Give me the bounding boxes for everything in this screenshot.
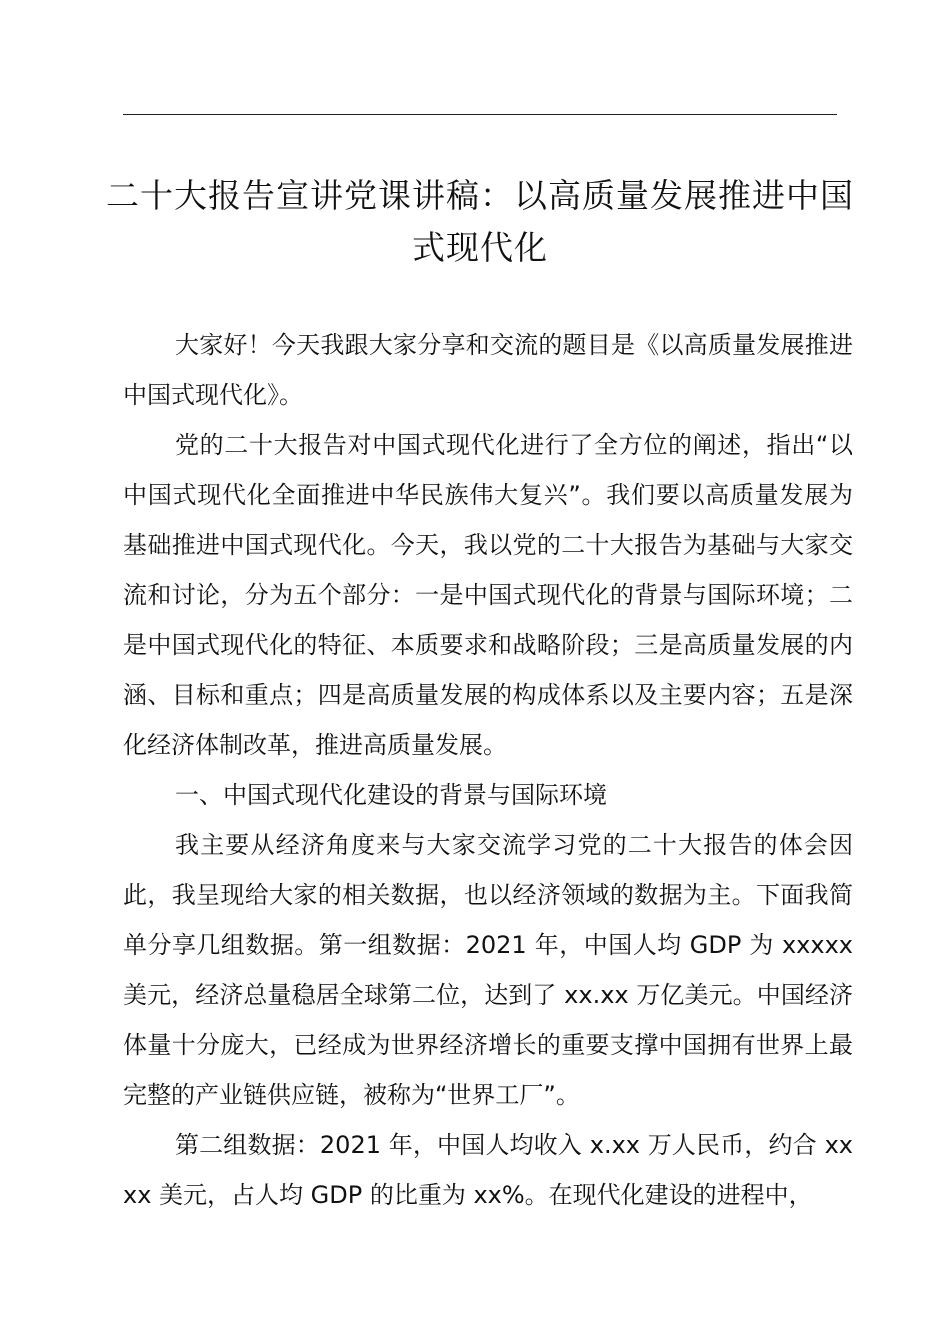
document-body xyxy=(123,320,853,1220)
document-title: 二十大报告宣讲党课讲稿：以高质量发展推进中国式现代化 xyxy=(106,176,854,267)
data-group-one-paragraph: 我主要从经济角度来与大家交流学习党的二十大报告的体会因此，我呈现给大家的相关数据，也以经济领域的数据为主。下面我简单分享几组数据。第一组数据：2021 年，中国人均 GDP 为 xxxxx 美元，经济总量稳居全球第二位，达到了 xx.xx 万亿美元。中国经济体量十分庞大，已经成为世界经济增长的重要支撑中国拥有世界上最完整的产业链供应链，被称为“世界工厂”。 xyxy=(123,831,853,1109)
header-rule xyxy=(123,114,837,115)
intro-paragraph: 大家好！今天我跟大家分享和交流的题目是《以高质量发展推进中国式现代化》。 xyxy=(123,331,853,409)
data-group-two-paragraph: 第二组数据：2021 年，中国人均收入 x.xx 万人民币，约合 xxxx 美元，占人均 GDP 的比重为 xx%。在现代化建设的进程中， xyxy=(123,1131,853,1209)
overview-paragraph: 党的二十大报告对中国式现代化进行了全方位的阐述，指出“以中国式现代化全面推进中华民族伟大复兴”。我们要以高质量发展为基础推进中国式现代化。今天，我以党的二十大报告为基础与大家交流和讨论，分为五个部分：一是中国式现代化的背景与国际环境；二是中国式现代化的特征、本质要求和战略阶段；三是高质量发展的内涵、目标和重点；四是高质量发展的构成体系以及主要内容；五是深化经济体制改革，推进高质量发展。 xyxy=(123,431,853,759)
section-heading: 一、中国式现代化建设的背景与国际环境 xyxy=(175,781,607,809)
